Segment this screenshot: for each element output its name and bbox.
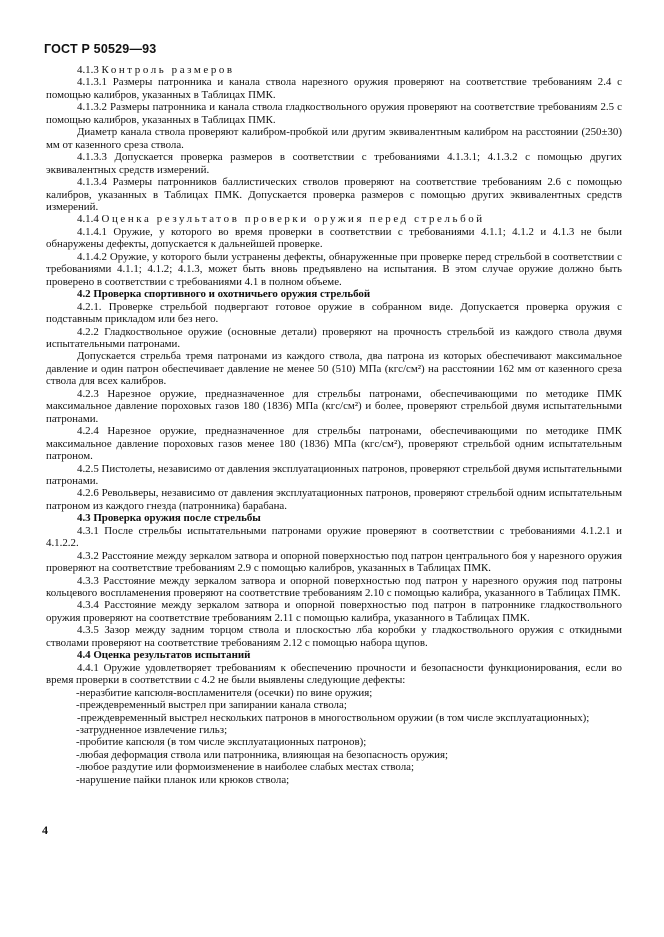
defect-list-item: -любое раздутие или формоизменение в наиболее слабых местах ствола; [76, 761, 415, 774]
paragraph-4-3-2: 4.3.2 Расстояние между зеркалом затвора и опорной поверхностью под патрон центрального боя у нарезного оружия проверяют на соответствие требованиям 2.9 с помощью калибров, указанных в Таблицах ПМК. [46, 549, 622, 575]
paragraph-4-1-3-1: 4.1.3.1 Размеры патронника и канала ствола нарезного оружия проверяют на соответствие требованиям 2.4 с помощью калибров, указанных в Таблицах ПМК. [46, 76, 622, 101]
section-heading-4-2: 4.2 Проверка спортивного и охотничьего оружия стрельбой [77, 288, 371, 301]
paragraph-4-2-2: 4.2.2 Гладкоствольное оружие (основные детали) проверяют на прочность стрельбой из каждого ствола двумя испытательными патронами. [46, 325, 622, 350]
section-heading-4-1-3 [46, 64, 622, 76]
defect-list-item: -преждевременный выстрел нескольких патронов в многоствольном оружии (в том числе эксплуатационных); [77, 711, 590, 724]
paragraph-4-1-4-1: 4.1.4.1 Оружие, у которого во время проверки в соответствии с требованиями 4.1.1; 4.1.2 и 4.1.3 не были обнаружены дефекты, допускается к дальнейшей проверке. [46, 225, 622, 251]
defect-list-item: -затрудненное извлечение гильз; [76, 724, 228, 737]
paragraph-4-2-3: 4.2.3 Нарезное оружие, предназначенное для стрельбы патронами, обеспечивающими по методике ПМК максимальное давление пороховых газов 180 (1836) МПа (кгс/см²) и более, проверяют стрельбой двумя испытательными патронами. [46, 387, 622, 425]
page-header: ГОСТ Р 50529—93 [44, 42, 157, 56]
paragraph-4-3-1: 4.3.1 После стрельбы испытательными патронами оружие проверяют в соответствии с требованиями 4.1.2.1 и 4.1.2.2. [46, 524, 622, 550]
section-number: 4.1.3 [77, 64, 99, 76]
defect-list-item: -преждевременный выстрел при запирании канала ствола; [76, 699, 347, 712]
section-number: 4.1.4 [77, 213, 99, 226]
paragraph-4-3-5: 4.3.5 Зазор между задним торцом ствола и плоскостью лба коробки у гладкоствольного оружия с откидными стволами проверяют на соответствие требованиям 2.12 с помощью набора щупов. [46, 624, 622, 649]
paragraph-4-1-3-4: 4.1.3.4 Размеры патронников баллистических стволов проверяют на соответствие требованиям 2.6 с помощью калибров, указанных в Таблицах ПМК. Допускается проверка размеров с помощью других эквивалентных средств измерений. [46, 176, 622, 213]
paragraph-4-3-4: 4.3.4 Расстояние между зеркалом затвора и опорной поверхностью под патрон в патроннике гладкоствольного оружия проверяют на соответствие требованиям 2.11 с помощью калибра, указанного в Таблицах ПМК. [46, 599, 622, 624]
section-heading-4-3: 4.3 Проверка оружия после стрельбы [77, 512, 261, 525]
defect-list-item: -нарушение пайки планок или крюков ствола; [76, 773, 290, 786]
paragraph-4-3-3: 4.3.3 Расстояние между зеркалом затвора и опорной поверхностью под патрон у нарезного оружия под патроны кольцевого воспламенения проверяют на соответствие требованиям 2.10 с помощью калибра, указанного в Таблицах ПМК. [46, 574, 622, 600]
paragraph-4-1-3-3: 4.1.3.3 Допускается проверка размеров в соответствии с требованиями 4.1.3.1; 4.1.3.2 с помощью других эквивалентных средств измерений. [46, 151, 622, 176]
paragraph-4-2-4: 4.2.4 Нарезное оружие, предназначенное для стрельбы патронами, обеспечивающими по методике ПМК максимальное давление пороховых газов менее 180 (1836) МПа (кгс/см²), проверяют стрельбой одним испытательным патроном. [46, 425, 622, 463]
paragraph-4-1-3-2: 4.1.3.2 Размеры патронника и канала ствола гладкоствольного оружия проверяют на соответствие требованиям 2.5 с помощью калибров, указанных в Таблицах ПМК. [46, 101, 622, 126]
section-heading-4-4: 4.4 Оценка результатов испытаний [77, 649, 251, 662]
defect-list-item: -любая деформация ствола или патронника, влияющая на безопасность оружия; [76, 748, 449, 761]
defect-list-item: -пробитие капсюля (в том числе эксплуатационных патронов); [76, 736, 367, 749]
section-title: Контроль размеров [101, 64, 235, 76]
paragraph-4-1-4-2: 4.1.4.2 Оружие, у которого были устранены дефекты, обнаруженные при проверке перед стрельбой в соответствии с требованиями 4.1.1; 4.1.2; 4.1.3, может быть вновь предъявлено на испытания. В этом случае оружие должно быть проверено в соответствии с требованиями 4.1 в полном объеме. [46, 250, 622, 288]
paragraph-4-4-1: 4.4.1 Оружие удовлетворяет требованиям к обеспечению прочности и безопасности функционирования, если во время проверки в соответствии с 4.2 не были выявлены следующие дефекты: [46, 661, 622, 687]
paragraph-4-2-6: 4.2.6 Револьверы, независимо от давления эксплуатационных патронов, проверяют стрельбой одним испытательным патроном из каждого гнезда (патронника) барабана. [46, 487, 622, 512]
document-body [46, 64, 622, 786]
defect-list-item: -неразбитие капсюля-воспламенителя (осечки) по вине оружия; [76, 686, 373, 699]
paragraph-4-2-5: 4.2.5 Пистолеты, независимо от давления эксплуатационных патронов, проверяют стрельбой двумя испытательными патронами. [46, 462, 622, 487]
paragraph-4-2-1: 4.2.1. Проверке стрельбой подвергают готовое оружие в собранном виде. Допускается проверка оружия с подставным прикладом или без него. [46, 300, 622, 326]
paragraph-4-2-2-continued: Допускается стрельба тремя патронами из каждого ствола, два патрона из которых обеспечивают максимальное давление и один патрон обеспечивает давление не менее 50 (510) МПа (кгс/см²) на расстоянии 162 мм от казенного среза ствола для всех калибров. [46, 350, 622, 388]
page-number: 4 [42, 823, 48, 837]
section-heading-4-1-4 [46, 213, 622, 225]
section-title: Оценка результатов проверки оружия перед стрельбой [101, 213, 485, 226]
paragraph-diameter: Диаметр канала ствола проверяют калибром-пробкой или другим эквивалентным калибром на расстоянии (250±30) мм от казенного среза ствола. [46, 126, 622, 151]
